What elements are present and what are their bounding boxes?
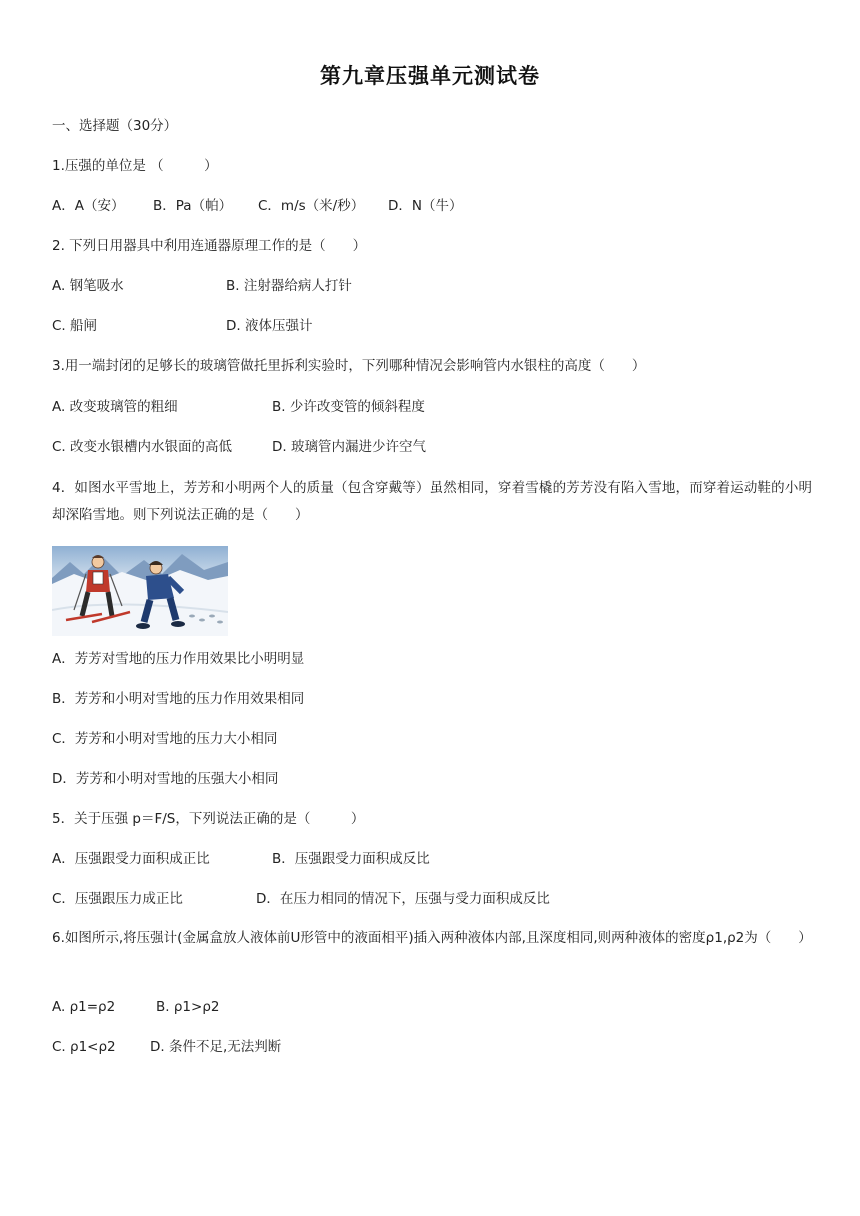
option-b: B．Pa（帕） [153, 198, 233, 214]
option-b: B. ρ1>ρ2 [156, 999, 220, 1015]
question-4-stem: 4．如图水平雪地上，芳芳和小明两个人的质量（包含穿戴等）虽然相同，穿着雪橇的芳芳没有陷入雪地，而穿着运动鞋的小明却深陷雪地。则下列说法正确的是（ ） [52, 480, 812, 523]
option-d: D. 条件不足,无法判断 [150, 1039, 282, 1055]
question-5-stem: 5．关于压强 p＝F/S，下列说法正确的是（ ） [52, 811, 365, 827]
option-a: A．A（安） [52, 198, 125, 214]
option-a: A．压强跟受力面积成正比 [52, 851, 210, 867]
question-4-option-c: C．芳芳和小明对雪地的压力大小相同 [52, 731, 278, 747]
question-2-stem: 2. 下列日用器具中利用连通器原理工作的是（ ） [52, 238, 367, 254]
option-c: C．m/s（米/秒） [258, 198, 365, 214]
option-d: D. 玻璃管内漏进少许空气 [272, 439, 426, 455]
option-b: B. 注射器给病人打针 [226, 278, 352, 294]
question-6-stem: 6.如图所示,将压强计(金属盒放人液体前U形管中的液面相平)插入两种液体内部,且深度相同,则两种液体的密度ρ1,ρ2为（ ） [52, 930, 812, 946]
question-1-stem: 1.压强的单位是 （ ） [52, 158, 218, 174]
section-heading: 一、选择题（30分） [52, 118, 178, 134]
option-d: D. 液体压强计 [226, 318, 313, 334]
skiing-illustration-icon [52, 540, 228, 636]
option-c: C. 改变水银槽内水银面的高低 [52, 439, 233, 455]
question-4-option-a: A．芳芳对雪地的压力作用效果比小明明显 [52, 651, 305, 667]
option-a: A. 钢笔吸水 [52, 278, 124, 294]
option-c: C. ρ1<ρ2 [52, 1039, 116, 1055]
page-title: 第九章压强单元测试卷 [320, 64, 540, 88]
option-c: C．压强跟压力成正比 [52, 891, 183, 907]
question-3-stem: 3.用一端封闭的足够长的玻璃管做托里拆利实验时，下列哪种情况会影响管内水银柱的高度（ ） [52, 358, 646, 374]
question-4-option-b: B．芳芳和小明对雪地的压力作用效果相同 [52, 691, 305, 707]
option-d: D．在压力相同的情况下，压强与受力面积成反比 [256, 891, 550, 907]
option-b: B．压强跟受力面积成反比 [272, 851, 430, 867]
option-a: A. ρ1=ρ2 [52, 999, 116, 1015]
question-4-option-d: D．芳芳和小明对雪地的压强大小相同 [52, 771, 279, 787]
option-a: A. 改变玻璃管的粗细 [52, 399, 178, 415]
option-d: D．N（牛） [388, 198, 463, 214]
option-c: C. 船闸 [52, 318, 98, 334]
skiing-illustration [52, 540, 228, 636]
option-b: B. 少许改变管的倾斜程度 [272, 399, 425, 415]
